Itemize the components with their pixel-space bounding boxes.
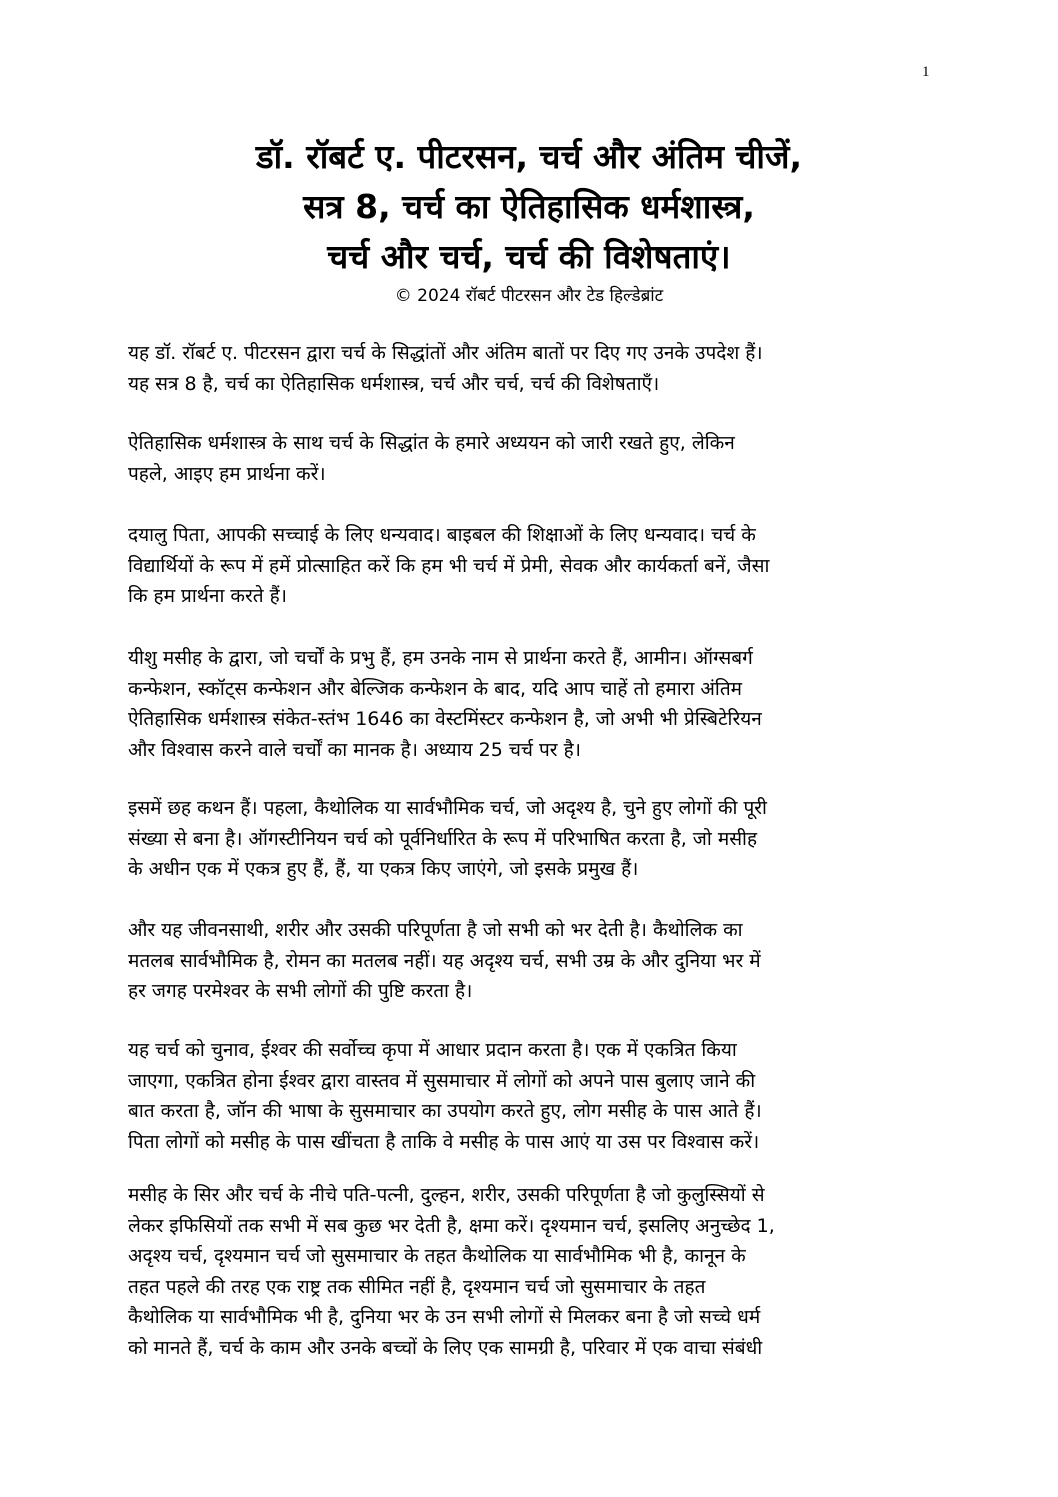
paragraph-line: यह सत्र 8 है, चर्च का ऐतिहासिक धर्मशास्त्र, चर्च और चर्च, चर्च की विशेषताएँ। (128, 372, 660, 395)
paragraph-line: को मानते हैं, चर्च के काम और उनके बच्चों के लिए एक सामग्री है, परिवार में एक वाचा संबंधी (128, 1336, 763, 1359)
paragraph (128, 1035, 948, 1157)
paragraph (128, 428, 948, 489)
paragraph-line: ऐतिहासिक धर्मशास्त्र संकेत-स्तंभ 1646 का वेस्टमिंस्टर कन्फेशन है, जो अभी भी प्रेस्बिटेरियन (128, 708, 762, 730)
paragraph-line: अदृश्य चर्च, दृश्यमान चर्च जो सुसमाचार के तहत कैथोलिक या सार्वभौमिक भी है, कानून के (128, 1245, 746, 1267)
document-title (0, 132, 1058, 282)
paragraph-line: कन्फेशन, स्कॉट्स कन्फेशन और बेल्जिक कन्फेशन के बाद, यदि आप चाहें तो हमारा अंतिम (128, 677, 743, 700)
paragraph-line: कैथोलिक या सार्वभौमिक भी है, दुनिया भर के उन सभी लोगों से मिलकर बना है जो सच्चे धर्म (128, 1306, 761, 1328)
paragraph-line: इसमें छह कथन हैं। पहला, कैथोलिक या सार्वभौमिक चर्च, जो अदृश्य है, चुने हुए लोगों की पूरी (128, 797, 767, 819)
paragraph-line: संख्या से बना है। ऑगस्टीनियन चर्च को पूर्वनिर्धारित के रूप में परिभाषित करता है, जो मसीह (128, 827, 758, 850)
paragraph-line: यह चर्च को चुनाव, ईश्वर की सर्वोच्च कृपा में आधार प्रदान करता है। एक में एकत्रित किया (128, 1039, 737, 1061)
paragraph-line: दयालु पिता, आपकी सच्चाई के लिए धन्यवाद। बाइबल की शिक्षाओं के लिए धन्यवाद। चर्च के (128, 524, 756, 546)
page-number: 1 (922, 64, 930, 80)
paragraph (128, 915, 948, 1007)
paragraph (128, 643, 948, 765)
paragraph-line: मतलब सार्वभौमिक है, रोमन का मतलब नहीं। यह अदृश्य चर्च, सभी उम्र के और दुनिया भर में (128, 949, 761, 972)
paragraph-line: के अधीन एक में एकत्र हुए हैं, हैं, या एकत्र किए जाएंगे, जो इसके प्रमुख हैं। (128, 858, 639, 880)
title-line: सत्र 8, चर्च का ऐतिहासिक धर्मशास्त्र, (303, 187, 755, 226)
paragraph-line: ऐतिहासिक धर्मशास्त्र के साथ चर्च के सिद्धांत के हमारे अध्ययन को जारी रखते हुए, लेकिन (128, 432, 735, 454)
paragraph (128, 793, 948, 885)
paragraph (128, 520, 948, 612)
paragraph-line: बात करता है, जॉन की भाषा के सुसमाचार का उपयोग करते हुए, लोग मसीह के पास आते हैं। (128, 1100, 762, 1122)
paragraph-line: लेकर इफिसियों तक सभी में सब कुछ भर देती है, क्षमा करें। दृश्यमान चर्च, इसलिए अनुच्छेद 1, (128, 1214, 775, 1237)
paragraph (128, 338, 948, 399)
paragraph-line: यीशु मसीह के द्वारा, जो चर्चों के प्रभु हैं, हम उनके नाम से प्रार्थना करते हैं, आमीन। ऑग्सबर्ग (128, 647, 753, 669)
paragraph-line: पहले, आइए हम प्रार्थना करें। (128, 462, 326, 485)
paragraph-line: कि हम प्रार्थना करते हैं। (128, 585, 287, 607)
paragraph-line: जाएगा, एकत्रित होना ईश्वर द्वारा वास्तव में सुसमाचार में लोगों को अपने पास बुलाए जाने की (128, 1069, 756, 1092)
paragraph (128, 1180, 948, 1363)
title-line: चर्च और चर्च, चर्च की विशेषताएं। (327, 237, 731, 276)
paragraph-line: यह डॉ. रॉबर्ट ए. पीटरसन द्वारा चर्च के सिद्धांतों और अंतिम बातों पर दिए गए उनके उपदेश हैं। (128, 342, 763, 364)
paragraph-line: और विश्वास करने वाले चर्चों का मानक है। अध्याय 25 चर्च पर है। (128, 738, 581, 761)
copyright-line: © 2024 रॉबर्ट पीटरसन और टेड हिल्डेब्रांट (394, 286, 664, 306)
paragraph-line: तहत पहले की तरह एक राष्ट्र तक सीमित नहीं है, दृश्यमान चर्च जो सुसमाचार के तहत (128, 1275, 706, 1298)
paragraph-line: मसीह के सिर और चर्च के नीचे पति-पत्नी, दुल्हन, शरीर, उसकी परिपूर्णता है जो कुलुस्सियों से (128, 1184, 765, 1206)
paragraph-line: हर जगह परमेश्वर के सभी लोगों की पुष्टि करता है। (128, 980, 473, 1002)
paragraph-line: विद्यार्थियों के रूप में हमें प्रोत्साहित करें कि हम भी चर्च में प्रेमी, सेवक और कार्यकर्ता बनें, जैसा (128, 554, 770, 577)
paragraph-line: पिता लोगों को मसीह के पास खींचता है ताकि वे मसीह के पास आएं या उस पर विश्वास करें। (128, 1130, 760, 1153)
paragraph-line: और यह जीवनसाथी, शरीर और उसकी परिपूर्णता है जो सभी को भर देती है। कैथोलिक का (128, 919, 743, 941)
title-line: डॉ. रॉबर्ट ए. पीटरसन, चर्च और अंतिम चीजें, (255, 137, 803, 176)
